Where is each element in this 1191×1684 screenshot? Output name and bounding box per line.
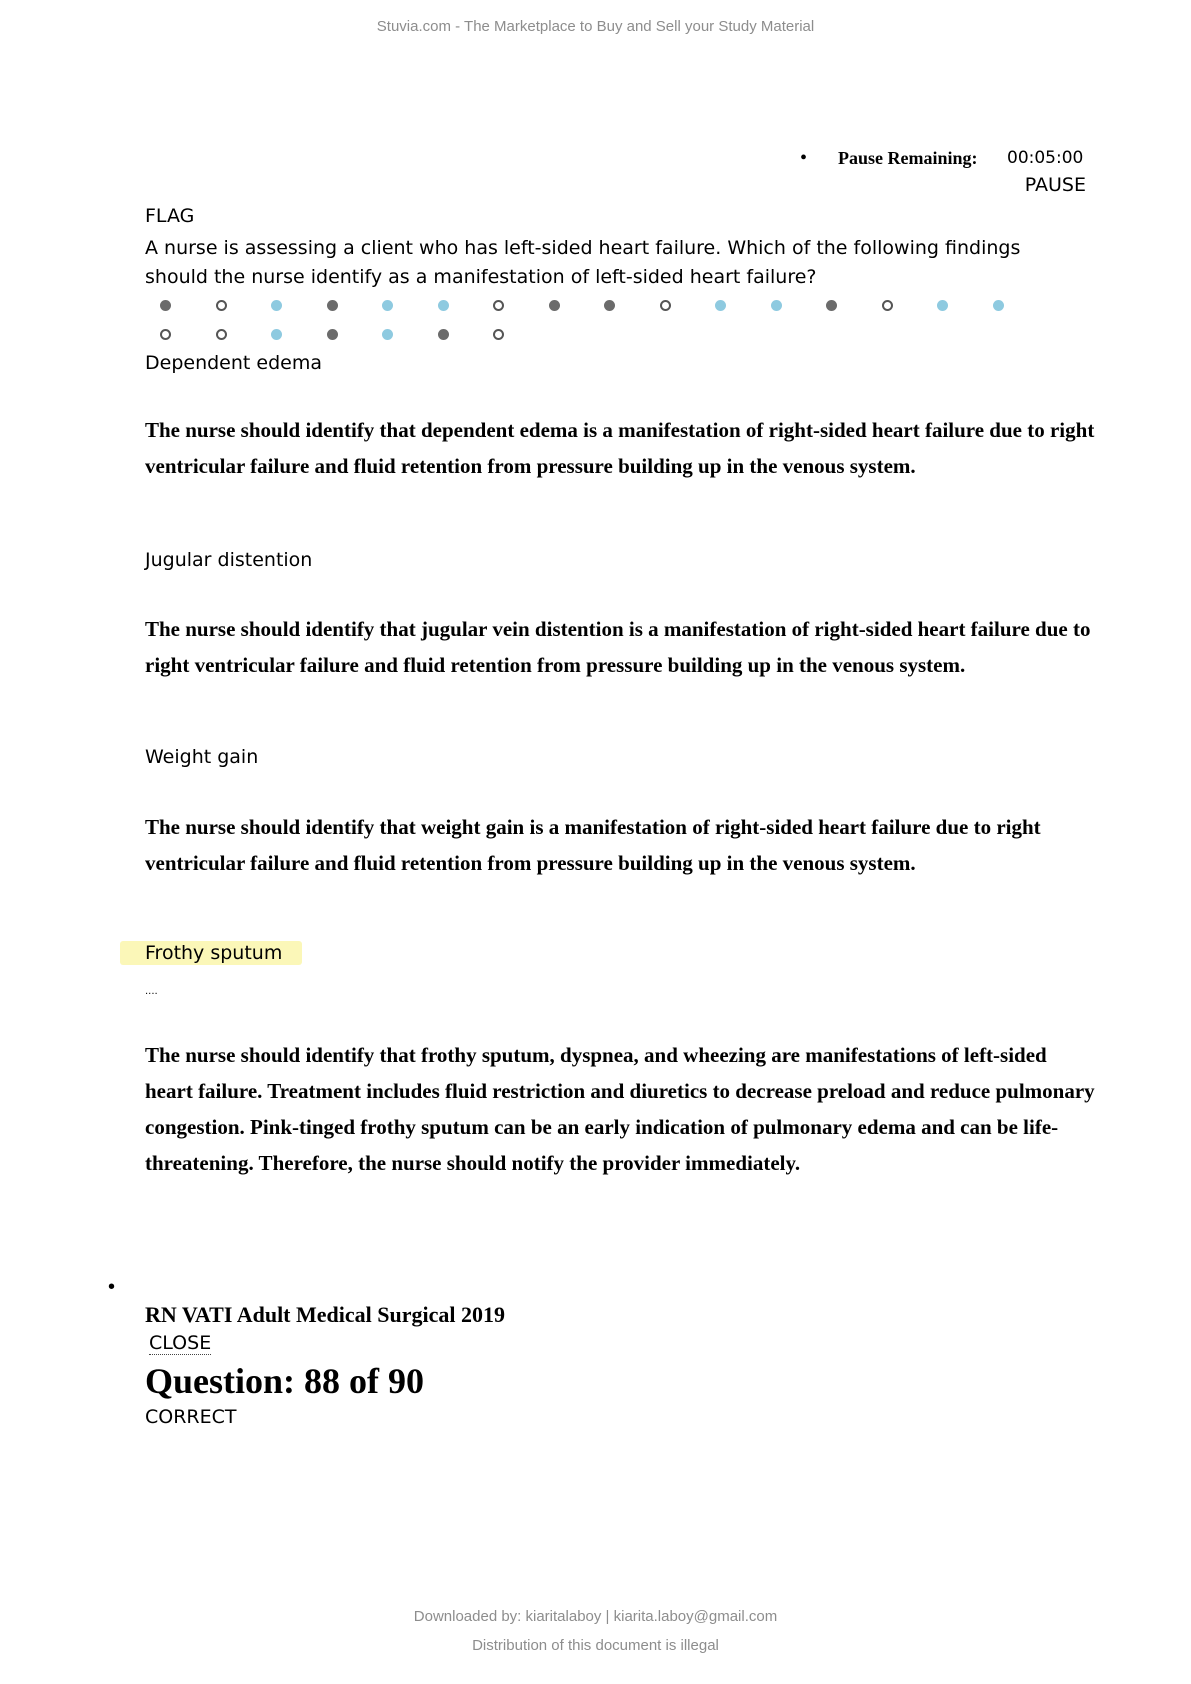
progress-dot[interactable]	[771, 300, 782, 311]
course-title: RN VATI Adult Medical Surgical 2019	[145, 1302, 505, 1327]
option-jugular-distention[interactable]: Jugular distention	[145, 549, 313, 571]
option-frothy-sputum[interactable]: Frothy sputum	[145, 942, 283, 964]
distribution-notice: Distribution of this document is illegal	[472, 1637, 719, 1654]
progress-dot[interactable]	[160, 300, 171, 311]
option-dependent-edema[interactable]: Dependent edema	[145, 352, 322, 374]
progress-dot[interactable]	[549, 300, 560, 311]
progress-dot[interactable]	[715, 300, 726, 311]
progress-dot[interactable]	[382, 329, 393, 340]
progress-dot[interactable]	[993, 300, 1004, 311]
flag-button[interactable]: FLAG	[145, 205, 195, 227]
progress-dot[interactable]	[160, 329, 171, 340]
downloaded-by-text: Downloaded by: kiaritalaboy | kiarita.laboy@gmail.com	[413, 1608, 778, 1625]
stuvia-watermark: Stuvia.com - The Marketplace to Buy and Sell your Study Material	[376, 18, 815, 35]
question-counter: Question: 88 of 90	[145, 1361, 424, 1401]
rationale-frothy-sputum: The nurse should identify that frothy sputum, dyspnea, and wheezing are manifestations of left-sided heart failure. Treatment includes fluid restriction and diuretics to decrease preload and reduce pulmonary congestion. Pink-tinged frothy sputum can be an early indication of pulmonary edema and can be life-threatening. Therefore, the nurse should notify the provider immediately.	[145, 1043, 1095, 1175]
progress-dot[interactable]	[216, 300, 227, 311]
progress-dot[interactable]	[604, 300, 615, 311]
progress-dot[interactable]	[438, 329, 449, 340]
option-marker: ....	[145, 986, 158, 997]
rationale-weight-gain: The nurse should identify that weight gain is a manifestation of right-sided heart failure due to right ventricular failure and fluid retention from pressure building up in the venous system.	[145, 815, 1041, 875]
pause-button[interactable]: PAUSE	[1024, 174, 1086, 196]
pause-remaining-label: Pause Remaining:	[838, 148, 978, 168]
progress-dot[interactable]	[882, 300, 893, 311]
pause-remaining-value: 00:05:00	[1007, 148, 1084, 168]
progress-dot[interactable]	[493, 329, 504, 340]
close-button[interactable]: CLOSE	[149, 1332, 212, 1354]
progress-dot[interactable]	[327, 300, 338, 311]
progress-dot[interactable]	[937, 300, 948, 311]
progress-dot[interactable]	[382, 300, 393, 311]
progress-dot[interactable]	[826, 300, 837, 311]
progress-dot[interactable]	[271, 300, 282, 311]
progress-dot[interactable]	[271, 329, 282, 340]
option-weight-gain[interactable]: Weight gain	[145, 746, 259, 768]
question-text: A nurse is assessing a client who has left-sided heart failure. Which of the following findings should the nurse identify as a manifestation of left-sided heart failure?	[145, 237, 1021, 288]
progress-dot[interactable]	[327, 329, 338, 340]
bullet-icon: •	[800, 147, 808, 169]
result-status: CORRECT	[145, 1406, 237, 1428]
bullet-icon: •	[108, 1276, 116, 1298]
progress-dot[interactable]	[438, 300, 449, 311]
progress-dot[interactable]	[660, 300, 671, 311]
rationale-dependent-edema: The nurse should identify that dependent edema is a manifestation of right-sided heart failure due to right ventricular failure and fluid retention from pressure building up in the venous system.	[145, 418, 1095, 478]
progress-dot[interactable]	[216, 329, 227, 340]
rationale-jugular-distention: The nurse should identify that jugular vein distention is a manifestation of right-sided heart failure due to right ventricular failure and fluid retention from pressure building up in the venous system.	[145, 617, 1091, 677]
progress-dot[interactable]	[493, 300, 504, 311]
